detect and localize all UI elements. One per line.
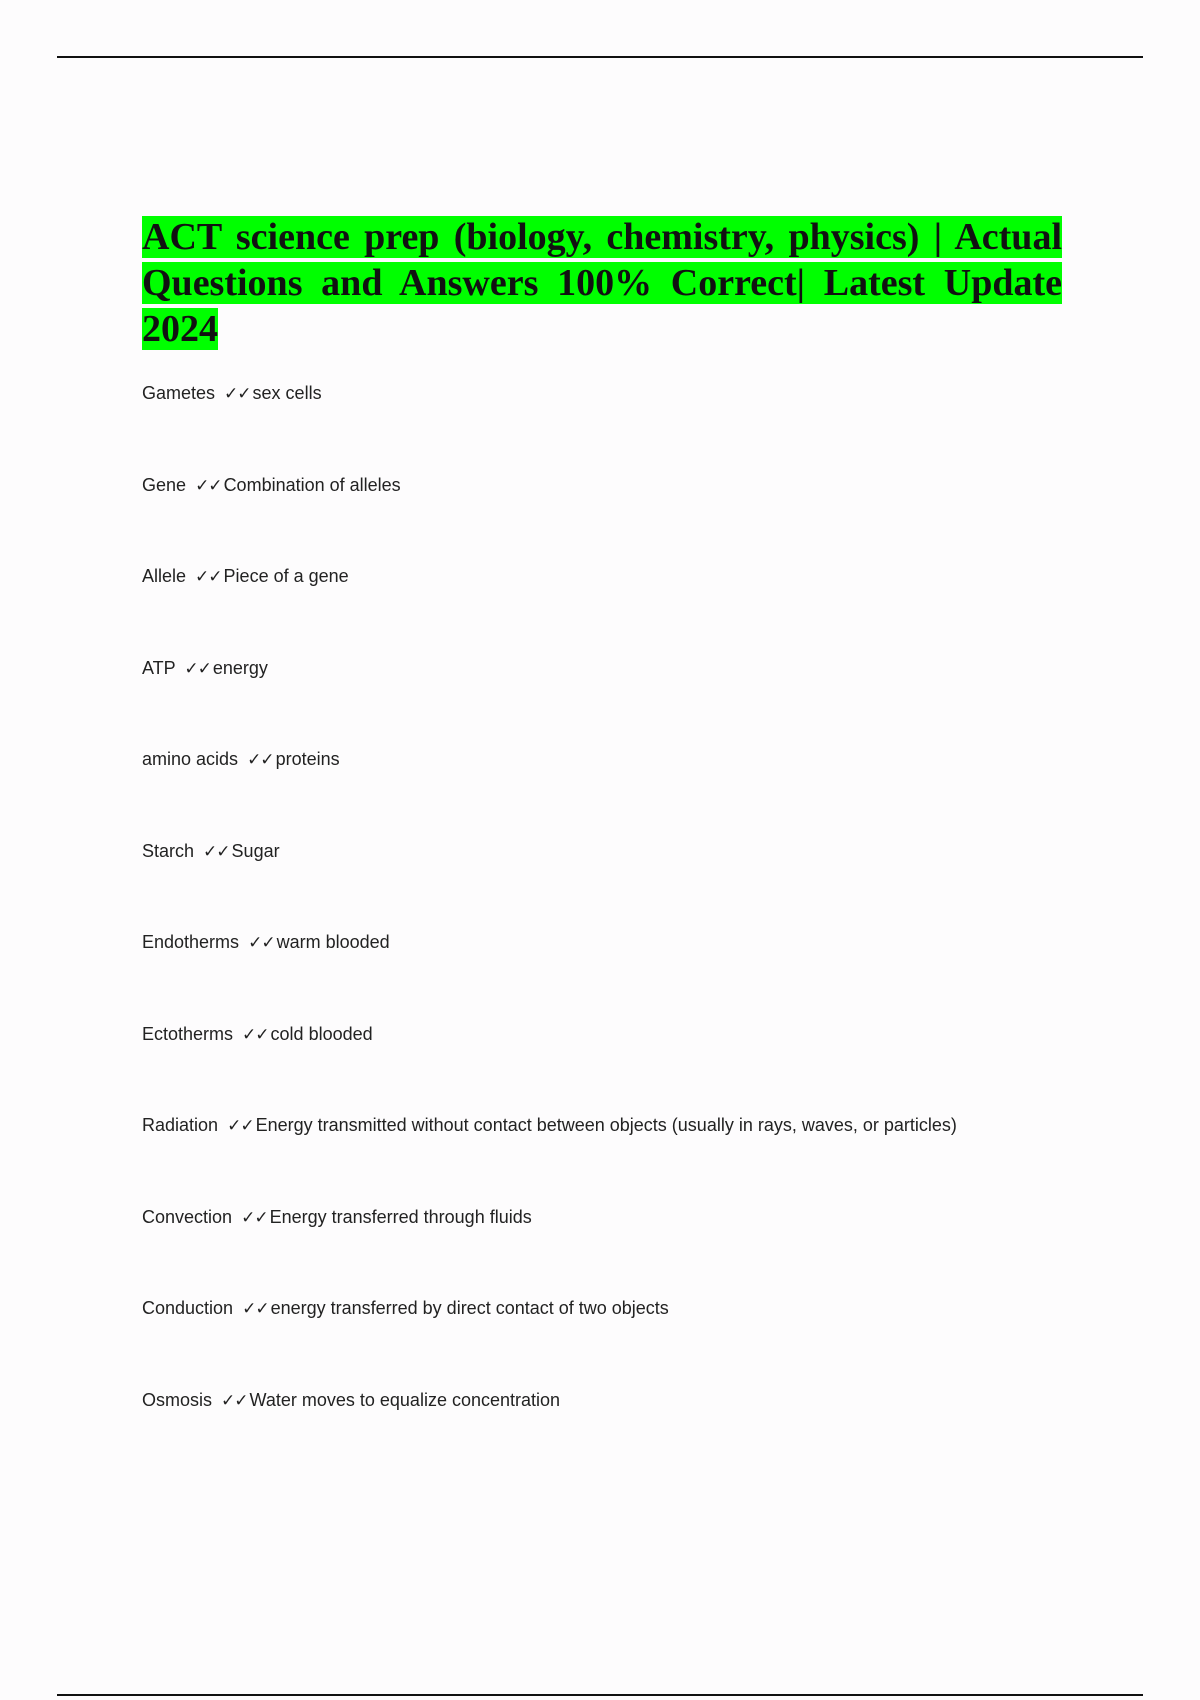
double-check-icon: ✓✓ [195, 475, 222, 496]
term: Conduction [142, 1298, 234, 1318]
term-entry [142, 1387, 1102, 1479]
term-entry [142, 655, 1102, 747]
double-check-icon: ✓✓ [241, 1207, 268, 1228]
double-check-icon: ✓✓ [184, 658, 211, 679]
term-entry [142, 929, 1102, 1021]
term: Endotherms [142, 932, 240, 952]
term: Gene [142, 474, 187, 495]
term: Ectotherms [142, 1023, 234, 1044]
term-entry [142, 472, 1102, 564]
definition: energy [212, 657, 268, 678]
definition: Combination of alleles [223, 474, 401, 495]
term: Starch [142, 840, 195, 861]
definition: proteins [275, 749, 340, 769]
double-check-icon: ✓✓ [242, 1024, 269, 1045]
double-check-icon: ✓✓ [203, 841, 230, 862]
definition: Energy transmitted without contact between objects (usually in rays, waves, or particles) [255, 1115, 957, 1135]
definition: Sugar [231, 840, 280, 861]
term: amino acids [142, 749, 239, 769]
term-entry [142, 380, 1102, 472]
term-list [142, 380, 1102, 1478]
definition: warm blooded [276, 932, 390, 952]
term-entry [142, 1112, 1102, 1204]
definition: energy transferred by direct contact of two objects [270, 1298, 669, 1318]
title-highlight: ACT science prep (biology, chemistry, physics) | Actual Questions and Answers 100% Correct| Latest Update 2024 [142, 216, 1062, 350]
definition: Energy transferred through fluids [269, 1206, 532, 1227]
double-check-icon: ✓✓ [224, 384, 251, 404]
term: Radiation [142, 1115, 219, 1135]
term: Convection [142, 1206, 233, 1227]
term-entry [142, 746, 1102, 838]
definition: cold blooded [270, 1023, 373, 1044]
footer-rule [57, 1694, 1143, 1696]
double-check-icon: ✓✓ [242, 1299, 269, 1319]
term: Osmosis [142, 1389, 213, 1410]
header-rule [57, 56, 1143, 58]
double-check-icon: ✓✓ [227, 1116, 254, 1136]
double-check-icon: ✓✓ [247, 750, 274, 770]
term-entry [142, 563, 1102, 655]
term: Allele [142, 566, 187, 586]
term-entry [142, 1021, 1102, 1113]
term-entry [142, 1204, 1102, 1296]
double-check-icon: ✓✓ [248, 933, 275, 953]
term: ATP [142, 657, 176, 678]
double-check-icon: ✓✓ [221, 1390, 248, 1411]
definition: Piece of a gene [223, 566, 349, 586]
term: Gametes [142, 383, 216, 403]
double-check-icon: ✓✓ [195, 567, 222, 587]
term-entry [142, 838, 1102, 930]
document-title [142, 214, 1062, 352]
definition: Water moves to equalize concentration [249, 1389, 561, 1410]
term-entry [142, 1295, 1102, 1387]
definition: sex cells [252, 383, 322, 403]
